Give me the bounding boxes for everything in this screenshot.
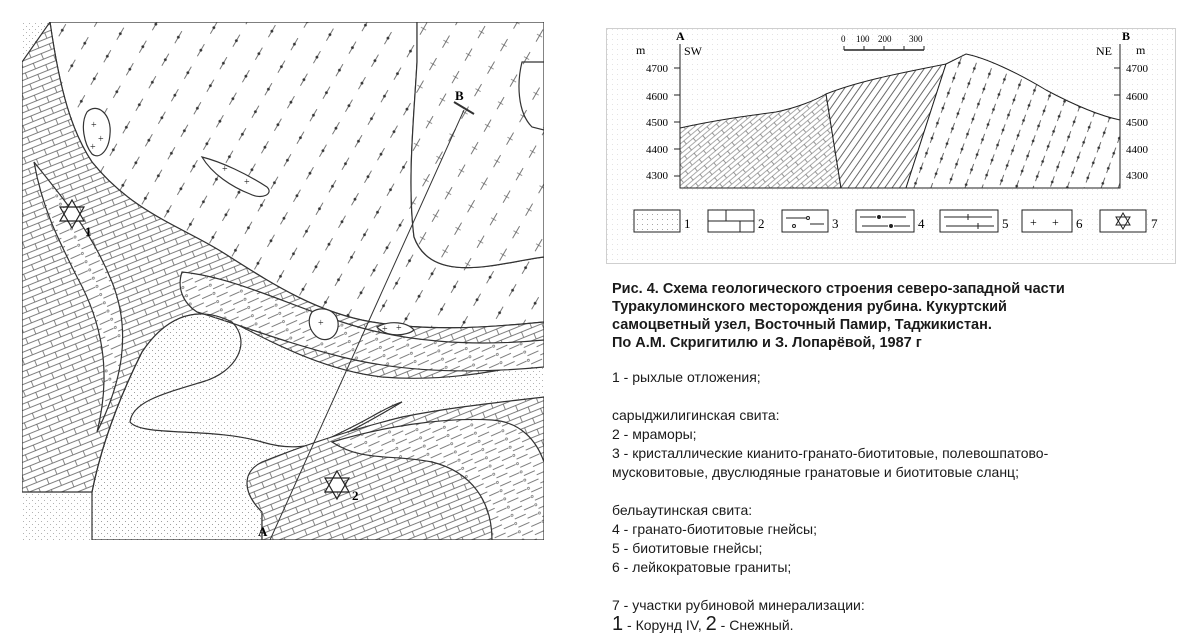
- legend-site-2-name: - Снежный.: [716, 617, 794, 633]
- elev-right-4400: 4400: [1126, 144, 1148, 156]
- legend-num-2: 2: [758, 216, 765, 231]
- caption-title-line-2: Туракуломинского месторождения рубина. Кукуртский: [612, 299, 1007, 315]
- svg-text:+: +: [318, 318, 324, 329]
- legend-num-5: 5: [1002, 216, 1009, 231]
- legend-swatch-5: [940, 210, 998, 232]
- scale-tick-100: 100: [856, 34, 870, 44]
- legend-num-3: 3: [832, 216, 839, 231]
- elev-left-4600: 4600: [646, 91, 668, 103]
- elev-left-4500: 4500: [646, 117, 668, 129]
- scale-tick-300: 300: [909, 34, 923, 44]
- elev-right-4500: 4500: [1126, 117, 1148, 129]
- legend-item-7: 7 - участки рубиновой минерализации:: [612, 597, 865, 613]
- ruby-site-1-label: 1: [85, 224, 92, 239]
- elev-left-4700: 4700: [646, 63, 668, 75]
- legend-site-1-name: - Корунд IV,: [623, 617, 706, 633]
- legend-num-6: 6: [1076, 216, 1083, 231]
- section-label-sw: SW: [684, 44, 702, 58]
- svg-text:+: +: [98, 134, 104, 145]
- ruby-site-2-label: 2: [352, 488, 359, 503]
- scale-tick-200: 200: [878, 34, 892, 44]
- elev-right-4700: 4700: [1126, 63, 1148, 75]
- legend-group-1: сарыджилигинская свита:: [612, 407, 780, 423]
- legend-item-1: 1 - рыхлые отложения;: [612, 369, 761, 385]
- legend-swatch-4: [856, 210, 914, 232]
- legend-item-5: 5 - биотитовые гнейсы;: [612, 540, 763, 556]
- legend-text: [612, 368, 1192, 635]
- elev-right-4600: 4600: [1126, 91, 1148, 103]
- section-label-a: A: [676, 29, 685, 43]
- legend-item-2: 2 - мраморы;: [612, 426, 697, 442]
- gneiss-northeast-area: [411, 22, 544, 268]
- legend-site-1-number: 1: [612, 613, 624, 635]
- caption-title-line-3: самоцветный узел, Восточный Памир, Таджикистан.: [612, 317, 992, 333]
- caption-title-line-1: Рис. 4. Схема геологического строения северо-западной части: [612, 281, 1065, 297]
- map-label-a: A: [258, 524, 268, 539]
- elev-right-4300: 4300: [1126, 170, 1148, 182]
- geological-map: [22, 22, 544, 540]
- legend-item-6: 6 - лейкократовые граниты;: [612, 559, 792, 575]
- figure-caption: [612, 280, 1182, 352]
- legend-item-3-line-2: мусковитовые, двуслюдяные гранатовые и биотитовые сланц;: [612, 464, 1019, 480]
- geological-cross-section: [606, 28, 1176, 264]
- legend-item-3-line-1: 3 - кристаллические кианито-гранато-биотитовые, полевошпатово-: [612, 445, 1049, 461]
- legend-sites: [612, 615, 1192, 635]
- svg-text:+: +: [1052, 215, 1059, 229]
- section-unit-right: m: [1136, 43, 1146, 57]
- svg-text:+: +: [91, 120, 97, 131]
- legend-swatch-3: [782, 210, 828, 232]
- legend-num-1: 1: [684, 216, 691, 231]
- map-label-b: B: [455, 88, 464, 103]
- elev-left-4300: 4300: [646, 170, 668, 182]
- svg-text:+: +: [222, 164, 228, 175]
- svg-text:+: +: [90, 142, 96, 153]
- legend-item-4: 4 - гранато-биотитовые гнейсы;: [612, 521, 817, 537]
- svg-text:+: +: [396, 323, 402, 334]
- section-unit-left: m: [636, 43, 646, 57]
- section-label-b: B: [1122, 29, 1131, 43]
- elev-left-4400: 4400: [646, 144, 668, 156]
- svg-text:+: +: [1030, 215, 1037, 229]
- svg-text:+: +: [244, 177, 250, 188]
- legend-swatch-1: [634, 210, 680, 232]
- scale-tick-0: 0: [841, 34, 846, 44]
- legend-num-7: 7: [1151, 216, 1158, 231]
- section-label-ne: NE: [1096, 44, 1112, 58]
- legend-group-2: бельаутинская свита:: [612, 502, 753, 518]
- legend-site-2-number: 2: [705, 613, 717, 635]
- legend-num-4: 4: [918, 216, 925, 231]
- svg-text:+: +: [382, 324, 388, 335]
- caption-title-line-4: По А.М. Скригитилю и З. Лопарёвой, 1987 г: [612, 335, 922, 351]
